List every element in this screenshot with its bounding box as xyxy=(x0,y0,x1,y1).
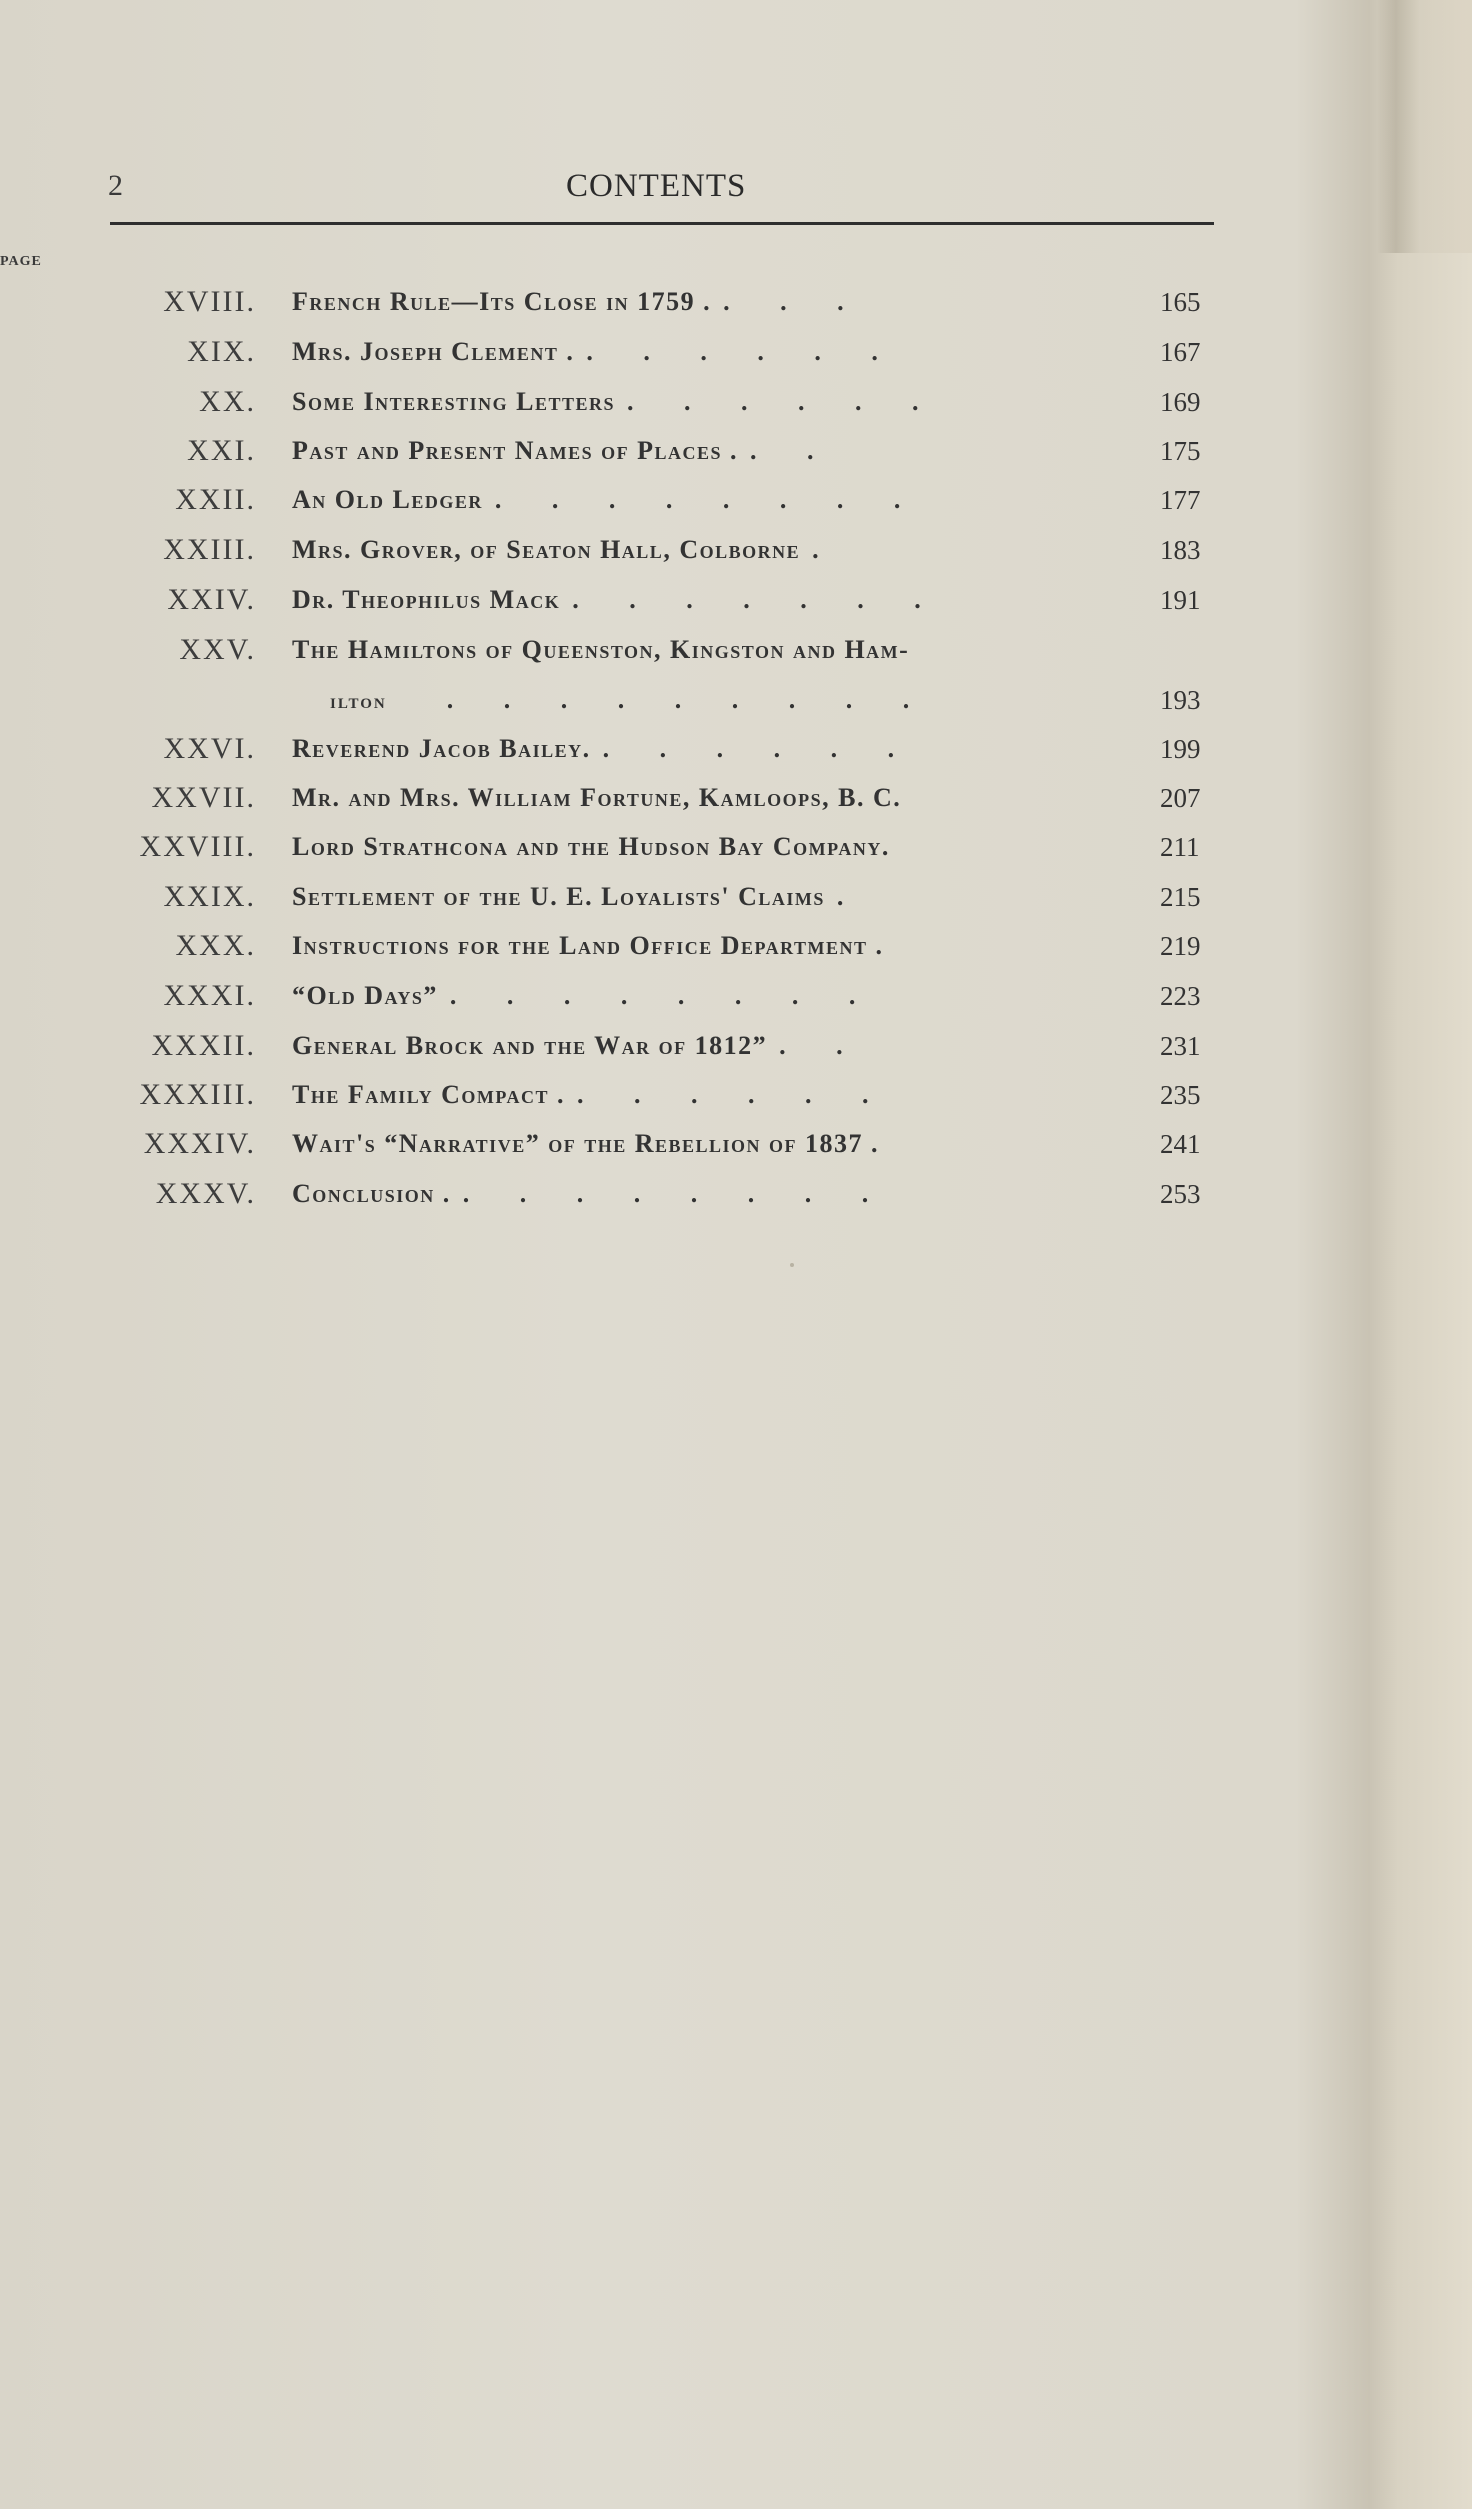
chapter-title-text: Wait's “Narrative” of the Rebellion of 1837 . xyxy=(292,1129,880,1158)
leader-dots: . . xyxy=(749,436,836,465)
leader-dots: . . . . . . xyxy=(586,337,900,366)
chapter-title xyxy=(292,528,1112,572)
chapter-title xyxy=(292,875,1112,919)
chapter-numeral: XXIII. xyxy=(163,533,256,566)
chapter-title-text: General Brock and the War of 1812” xyxy=(292,1031,768,1060)
toc-entry xyxy=(0,776,1472,826)
chapter-title-text: Reverend Jacob Bailey. xyxy=(292,734,591,763)
leader-dots: . . xyxy=(779,1031,865,1060)
chapter-title-text: The Hamiltons of Queenston, Kingston and Ham- xyxy=(292,635,910,664)
page-reference: 223 xyxy=(1160,981,1201,1011)
chapter-title-text: Lord Strathcona and the Hudson Bay Company. xyxy=(292,832,890,861)
chapter-numeral: XXIX. xyxy=(163,880,256,913)
toc-entry xyxy=(0,727,1472,777)
page-number: 2 xyxy=(108,169,123,202)
page-reference: 199 xyxy=(1160,734,1201,764)
page-reference: 241 xyxy=(1160,1129,1201,1159)
toc-entry xyxy=(0,429,1472,479)
leader-dots: . xyxy=(836,882,866,911)
toc-entry xyxy=(0,628,1472,678)
chapter-numeral: XXVII. xyxy=(151,781,256,814)
chapter-title-text: The Family Compact . xyxy=(292,1080,566,1109)
continuation-text: ilton xyxy=(330,688,387,713)
running-head: CONTENTS xyxy=(566,168,747,204)
chapter-title xyxy=(292,280,1112,324)
page-reference: 167 xyxy=(1160,337,1201,367)
toc-entry xyxy=(0,974,1472,1024)
chapter-title-text: French Rule—Its Close in 1759 . xyxy=(292,287,712,316)
toc-entry xyxy=(0,1122,1472,1172)
chapter-title xyxy=(292,1073,1112,1117)
chapter-title xyxy=(292,776,1112,820)
page-reference: 207 xyxy=(1160,783,1201,813)
chapter-numeral: XXVIII. xyxy=(139,830,256,863)
toc-entry xyxy=(0,825,1472,875)
leader-dots: . . . . . . xyxy=(577,1080,891,1109)
chapter-title xyxy=(292,429,1112,473)
chapter-title xyxy=(292,727,1112,771)
page-reference: 177 xyxy=(1160,485,1201,515)
page-reference: 253 xyxy=(1160,1179,1201,1209)
chapter-title-text: An Old Ledger xyxy=(292,485,483,514)
leader-dots: . . . xyxy=(723,287,866,316)
toc-entry xyxy=(0,1172,1472,1222)
toc-entry xyxy=(0,1024,1472,1074)
page-reference: 211 xyxy=(1160,832,1200,862)
page-reference: 215 xyxy=(1160,882,1201,912)
chapter-title-continuation xyxy=(330,678,931,723)
leader-dots: . xyxy=(812,535,841,564)
toc-entry xyxy=(0,330,1472,380)
header-rule xyxy=(110,222,1214,225)
chapter-numeral: XXXIII. xyxy=(139,1078,256,1111)
leader-dots: . . . . . . xyxy=(602,734,917,763)
page-reference: 191 xyxy=(1160,585,1201,615)
chapter-numeral: XXX. xyxy=(175,929,256,962)
leader-dots: . . . . . . . . xyxy=(462,1179,891,1208)
chapter-numeral: XVIII. xyxy=(163,285,256,318)
chapter-title-text: Settlement of the U. E. Loyalists' Claims xyxy=(292,882,825,911)
chapter-title-text: Dr. Theophilus Mack xyxy=(292,585,561,614)
chapter-numeral: XXVI. xyxy=(163,732,256,765)
toc-entry xyxy=(0,280,1472,330)
leader-dots: . . . . . . . . xyxy=(449,981,878,1010)
chapter-title xyxy=(292,628,1112,672)
toc-entry xyxy=(0,578,1472,628)
paper-speck xyxy=(790,1263,794,1267)
chapter-title xyxy=(292,578,1112,622)
chapter-title xyxy=(292,974,1112,1018)
chapter-numeral: XX. xyxy=(199,385,256,418)
leader-dots: . . . . . . . . xyxy=(494,485,923,514)
toc-entry-continuation xyxy=(0,678,1472,728)
page-reference: 175 xyxy=(1160,436,1201,466)
chapter-numeral: XXXIV. xyxy=(143,1127,256,1160)
page-reference: 219 xyxy=(1160,931,1201,961)
chapter-numeral: XXXII. xyxy=(151,1029,256,1062)
page-reference: 231 xyxy=(1160,1031,1201,1061)
chapter-title-text: Past and Present Names of Places . xyxy=(292,436,738,465)
chapter-numeral: XXI. xyxy=(187,434,256,467)
chapter-title xyxy=(292,924,1112,968)
chapter-title-text: “Old Days” xyxy=(292,981,438,1010)
toc-entry xyxy=(0,924,1472,974)
chapter-numeral: XXXI. xyxy=(163,979,256,1012)
page-reference: 165 xyxy=(1160,287,1201,317)
page-reference: 169 xyxy=(1160,387,1201,417)
page-reference: 193 xyxy=(1160,685,1201,715)
chapter-title xyxy=(292,380,1112,424)
chapter-title-text: Mrs. Joseph Clement . xyxy=(292,337,575,366)
toc-entry xyxy=(0,875,1472,925)
leader-dots: . . . . . . . . . xyxy=(446,685,932,714)
chapter-numeral: XXXV. xyxy=(155,1177,256,1210)
chapter-title xyxy=(292,330,1112,374)
chapter-title xyxy=(292,1172,1112,1216)
toc-entry xyxy=(0,528,1472,578)
chapter-numeral: XXIV. xyxy=(167,583,256,616)
chapter-title-text: Conclusion . xyxy=(292,1179,451,1208)
chapter-numeral: XXV. xyxy=(179,633,256,666)
chapter-title-text: Mr. and Mrs. William Fortune, Kamloops, B. C. xyxy=(292,783,902,812)
toc-entry xyxy=(0,478,1472,528)
chapter-title xyxy=(292,478,1112,522)
chapter-title xyxy=(292,1024,1112,1068)
page-reference: 235 xyxy=(1160,1080,1201,1110)
page-column-head: PAGE xyxy=(0,253,1472,2509)
chapter-numeral: XXII. xyxy=(175,483,256,516)
toc-entry xyxy=(0,1073,1472,1123)
leader-dots: . . . . . . xyxy=(627,387,941,416)
chapter-title-text: Some Interesting Letters xyxy=(292,387,615,416)
leader-dots: . . . . . . . xyxy=(572,585,943,614)
chapter-title xyxy=(292,825,1112,869)
chapter-title-text: Mrs. Grover, of Seaton Hall, Colborne xyxy=(292,535,801,564)
chapter-title xyxy=(292,1122,1112,1166)
chapter-numeral: XIX. xyxy=(187,335,256,368)
page-reference: 183 xyxy=(1160,535,1201,565)
chapter-title-text: Instructions for the Land Office Department . xyxy=(292,931,884,960)
toc-entry xyxy=(0,380,1472,430)
